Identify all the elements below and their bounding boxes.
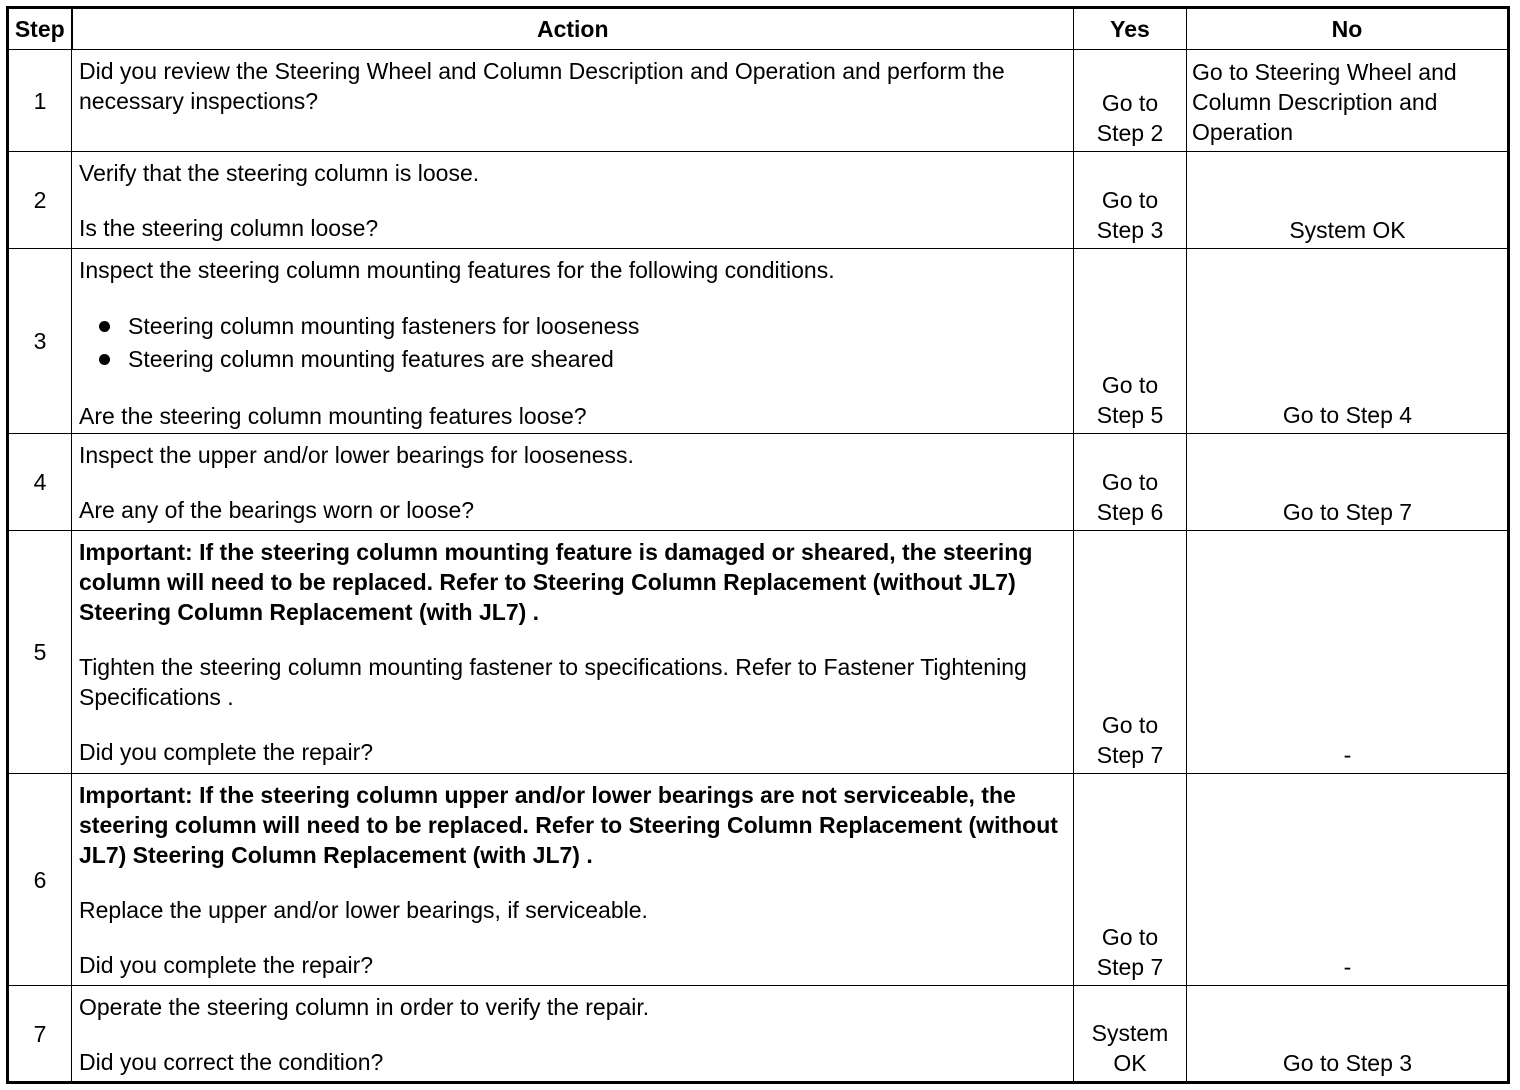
bullet-icon xyxy=(99,321,110,332)
yes-text: Go to xyxy=(1101,469,1159,495)
yes-text: OK xyxy=(1113,1050,1147,1076)
yes-text: Step 6 xyxy=(1096,499,1164,525)
important-note: Important: If the steering column mounting feature is damaged or sheared, the steering column will need to be replaced. Refer to Steering Column Replacement (without JL7) Steering Column Replacement (with JL7) . xyxy=(79,539,1033,625)
step-number: 1 xyxy=(8,50,72,152)
step-number: 5 xyxy=(8,531,72,774)
action-cell xyxy=(72,986,1074,1083)
list-item-text: Steering column mounting fasteners for looseness xyxy=(128,313,640,339)
table-row xyxy=(8,774,1509,986)
yes-text: Step 7 xyxy=(1096,954,1164,980)
action-cell xyxy=(72,50,1074,152)
action-cell xyxy=(72,249,1074,434)
step-number: 3 xyxy=(8,249,72,434)
action-text: Inspect the steering column mounting features for the following conditions. xyxy=(79,257,835,283)
yes-cell xyxy=(1074,50,1187,152)
yes-text: System xyxy=(1091,1020,1169,1046)
action-question: Did you complete the repair? xyxy=(79,739,374,765)
step-number: 2 xyxy=(8,152,72,249)
yes-text: Go to xyxy=(1101,372,1159,398)
no-cell: System OK xyxy=(1187,152,1509,249)
yes-text: Go to xyxy=(1101,924,1159,950)
diagnostic-table xyxy=(6,6,1510,1084)
yes-text: Go to xyxy=(1101,90,1159,116)
yes-text: Go to xyxy=(1101,712,1159,738)
action-cell xyxy=(72,531,1074,774)
no-cell: Go to Step 7 xyxy=(1187,434,1509,531)
header-action: Action xyxy=(72,8,1074,50)
action-text: Inspect the upper and/or lower bearings for looseness. xyxy=(79,442,634,468)
action-cell xyxy=(72,434,1074,531)
no-cell: - xyxy=(1187,531,1509,774)
table-row xyxy=(8,50,1509,152)
action-text: Replace the upper and/or lower bearings, if serviceable. xyxy=(79,897,648,923)
no-cell: Go to Step 3 xyxy=(1187,986,1509,1083)
action-cell xyxy=(72,152,1074,249)
yes-text: Step 3 xyxy=(1096,217,1164,243)
yes-cell xyxy=(1074,152,1187,249)
yes-cell xyxy=(1074,774,1187,986)
no-cell: Go to Steering Wheel and Column Description and Operation xyxy=(1187,50,1509,152)
step-number: 7 xyxy=(8,986,72,1083)
action-question: Is the steering column loose? xyxy=(79,215,379,241)
header-row xyxy=(8,8,1509,50)
table-row xyxy=(8,986,1509,1083)
action-question: Did you complete the repair? xyxy=(79,952,374,978)
list-item xyxy=(97,343,1065,376)
table-row xyxy=(8,152,1509,249)
action-question: Are the steering column mounting features loose? xyxy=(79,403,587,429)
list-item xyxy=(97,310,1065,343)
action-text: Verify that the steering column is loose. xyxy=(79,160,480,186)
action-text: Operate the steering column in order to verify the repair. xyxy=(79,994,650,1020)
table-row xyxy=(8,531,1509,774)
no-cell: Go to Step 4 xyxy=(1187,249,1509,434)
table-row xyxy=(8,434,1509,531)
action-question: Did you correct the condition? xyxy=(79,1049,384,1075)
list-item-text: Steering column mounting features are sheared xyxy=(128,346,614,372)
condition-list xyxy=(79,310,1065,376)
action-text: Did you review the Steering Wheel and Column Description and Operation and perform the necessary inspections? xyxy=(79,58,1005,114)
yes-cell xyxy=(1074,434,1187,531)
header-step: Step xyxy=(8,8,72,50)
yes-cell xyxy=(1074,531,1187,774)
yes-text: Go to xyxy=(1101,187,1159,213)
table-row xyxy=(8,249,1509,434)
step-number: 4 xyxy=(8,434,72,531)
header-yes: Yes xyxy=(1074,8,1187,50)
header-no: No xyxy=(1187,8,1509,50)
action-cell xyxy=(72,774,1074,986)
yes-text: Step 7 xyxy=(1096,742,1164,768)
yes-cell xyxy=(1074,249,1187,434)
action-text: Tighten the steering column mounting fastener to specifications. Refer to Fastener Tightening Specifications . xyxy=(79,654,1027,710)
important-note: Important: If the steering column upper and/or lower bearings are not serviceable, the steering column will need to be replaced. Refer to Steering Column Replacement (without JL7) Steering Column Replacement (with JL7) . xyxy=(79,782,1058,868)
yes-text: Step 2 xyxy=(1096,120,1164,146)
bullet-icon xyxy=(99,354,110,365)
step-number: 6 xyxy=(8,774,72,986)
action-question: Are any of the bearings worn or loose? xyxy=(79,497,475,523)
yes-text: Step 5 xyxy=(1096,402,1164,428)
yes-cell xyxy=(1074,986,1187,1083)
no-cell: - xyxy=(1187,774,1509,986)
